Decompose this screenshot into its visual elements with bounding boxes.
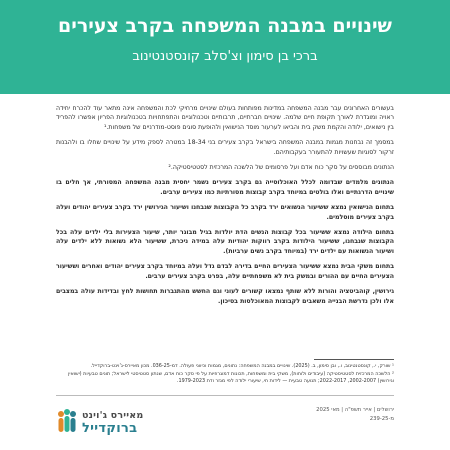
paragraph-intro: בעשורים האחרונים עבר מבנה המשפחה במדינות מפותחות בעולם שינויים מרחיקי לכת והמשפחה אינה מתאר עוד להכרח יחידה ראויה ומוגדרת לאורך תקופת חיים שלמה. שינויים חברתיים, תרבותיים וטכנולוגיים והתפתחויות בטכנולוגיות הפריון אפשרו להפריד בין נישואים, ילודה והקמת משק בית והביאו לערעור מוסד הנישואין ולהופעת סוגים פוסט-מודרניים של משפחות.¹ [56,105,394,131]
publication-date: ירושלים | אייר תשפ"ה | מאי 2025 [316,407,394,413]
footer-divider [56,395,394,396]
footnote-divider [314,359,394,360]
authors-line: ברכי בן סימון וצ'סלב קונסטנטינוב [132,49,318,64]
paragraph-finding-birth: בתחום הילודה נמצא ששיעור בכל קבוצות הנשים הדת יולדות בגיל מבוגר יותר, שיעור הצעירות בלי ילדים עלה בכל הקבוצות שנבחנו, ששיעור הילודות בקרב רווקות יהודיות עלה במידה ניכרת, ששיעור הלא נשואות ללא ילדים עלה ושיעור הנשואות עם ילדים ירד (במיוחד בקרב נשים ערביות). [56,229,394,255]
paragraph-finding-households: בתחום משקי הבית נמצא ששיעור הצעירים החיים בדירה לבדם גדל ועלה במיוחד בקרב צעירים יהודים ואחרים וששיעור הצעירים החיים עם ההורים ובמשק בית לא משפחתיים עלה, בפרט בקרב צעירים ערבים. [56,263,394,280]
people-logo-icon [56,408,78,434]
paragraph-sources: הנתונים מבוססים על סקר כוח אדם ועל פרסומים של הלשכה המרכזית לסטטיסטיקה.² [168,164,394,172]
header-banner [0,0,450,94]
footnote-2: ² הלשכה המרכזית לסטטיסטיקה (עיבודים ולוחות), משקי בית ומשפחות, תכונות דמוגרפיות על פי סקר כוח אדם, שנתון סטטיסטי לישראל; תונים טבעיות (ישואין וגירושין) 2002-2007, 2022-2017; תנועה טבעית — לידות חי, שיעורי ילודה לפי מגזר ודת 1979-2023. [68,371,394,384]
footnote-1: ¹ שורק, י., קונסטנטינוב, ו., ובן סימון, ב. (2025). שינויים במבנה המשפחה: נתונים, מגמות וכיווני פעולה. דמ-036-25. מכון מאיירס-ג'וינט-ברוקדייל. [90,363,394,369]
logo-text-brookdale: ברוקדייל [82,421,138,436]
paragraph-purpose: במסמך זה נבחנות מגמות במבנה המשפחה בישראל בקרב צעירים בני 18-34 במטרה לספק מידע על שינויים שחלו בו ולהבנות זרקור לסוגיות שעשויות להתעורר בעקבותיהם. [56,139,394,156]
footnotes [56,363,394,386]
page-title: שינויים במבנה המשפחה בקרב צעירים [58,15,392,37]
paragraph-finding-summary: הנתונים מלמדים שבדומה לכלל האוכלוסייה גם בקרב צעירים נשמר יחסית מבנה המשפחה המסורתי, אך חלים בו שינויים הדרגתיים ואלו בולטים במיוחד בקרב קבוצות מסורתיות כמו צעירים ערבים. [56,179,394,196]
paragraph-finding-risk: גירושין, קוהביטציה והורות ללא שותף נמצאו קשורים לעוני וגם החשש מהתגברות תחושות לחץ ובדידות עולה במצבים אלו ולכן נדרשת הבנייה משאבים לקבוצות המאוכלסות בסיכון. [56,288,394,305]
brookdale-logo [56,404,166,444]
document-body [56,104,394,312]
publication-meta [316,406,394,424]
paragraph-finding-marriage: בתחום הנישואין נמצא ששיעור הנשואים ירד בקרב כל הקבוצות שנבחנו ושיעור הגירושין ירד בקרב צעירים יהודים ועלה בקרב צעירים מוסלמים. [56,204,394,221]
publication-code: מ-239-25 [369,416,394,422]
logo-text-myers-jdc: מאיירס ג'וינט [82,410,144,421]
